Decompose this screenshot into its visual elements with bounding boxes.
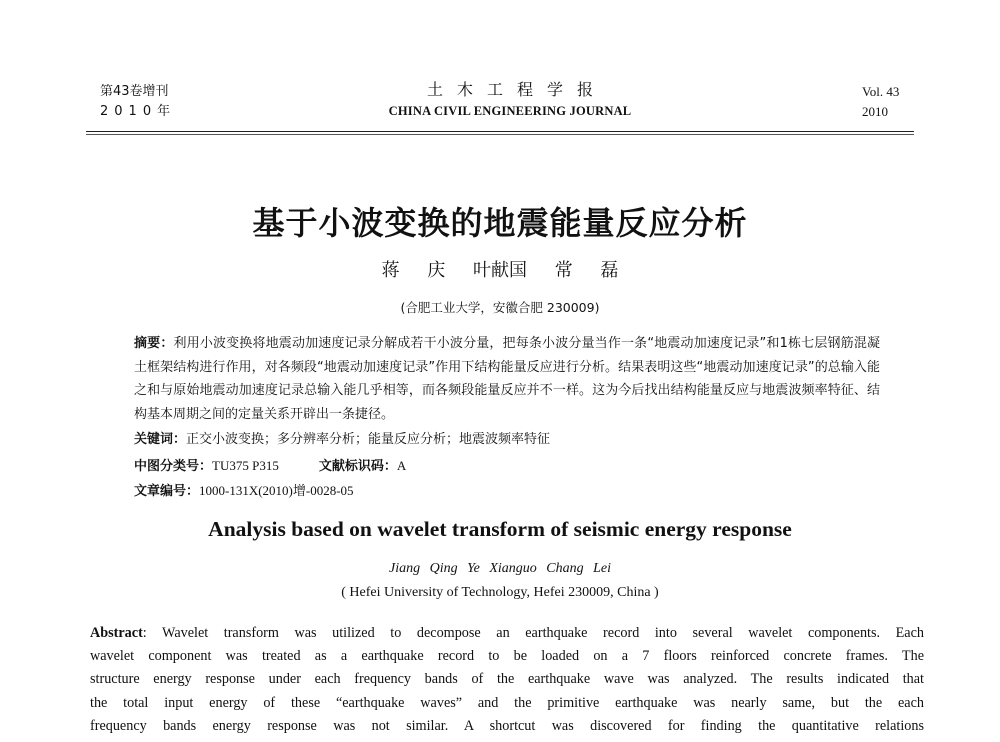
paper-title-en: Analysis based on wavelet transform of seismic energy response	[208, 517, 792, 541]
article-number-cn	[134, 481, 354, 502]
keywords-cn-text: 正交小波变换；多分辨率分析；能量反应分析；地震波频率特征	[186, 432, 551, 447]
abstract-cn	[134, 332, 880, 426]
keywords-cn	[134, 430, 550, 450]
header-journal	[360, 80, 660, 122]
header-volume-cn: 第43卷增刊	[100, 84, 169, 99]
authors-cn: 蒋 庆 叶献国 常 磊	[381, 260, 619, 281]
doc-code-label: 文献标识码：	[318, 459, 397, 474]
journal-name-en: CHINA CIVIL ENGINEERING JOURNAL	[388, 104, 632, 118]
abstract-en-line: wavelet component was treated as a earthquake record to be loaded on a 7 floors reinforced concrete frames. The	[90, 648, 924, 665]
article-no-value: 1000-131X(2010)增-0028-05	[199, 483, 354, 498]
abstract-cn-label: 摘要：	[134, 336, 174, 351]
abstract-en-line	[90, 622, 924, 645]
abstract-en-line: structure energy response under each frequency bands of the earthquake wave was analyzed. The results indicated that	[90, 671, 924, 688]
clc-label: 中图分类号：	[134, 459, 213, 474]
affiliation-en: ( Hefei University of Technology, Hefei 230009, China )	[341, 585, 659, 600]
authors-en: Jiang Qing Ye Xianguo Chang Lei	[389, 561, 611, 576]
abstract-en-label: Abstract	[90, 625, 143, 641]
header-rule-top	[86, 131, 914, 132]
affiliation-cn: (合肥工业大学，安徽合肥 230009)	[400, 300, 600, 315]
header-volume-en: Vol. 43	[862, 84, 900, 99]
header-year-cn: 2010年	[100, 104, 177, 119]
abstract-cn-text: 利用小波变换将地震动加速度记录分解成若干小波分量，把每条小波分量当作一条“地震动加速度记录”和1栋七层钢筋混凝土框架结构进行作用，对各频段“地震动加速度记录”作用下结构能量反应进行分析。结果表明这些“地震动加速度记录”的总输入能之和与原始地震动加速度记录总输入能几乎相等，而各频段能量反应并不一样。这为今后找出结构能量反应与地震波频率特征、结构基本周期之间的定量关系开辟出一条捷径。	[134, 336, 880, 422]
header-right	[862, 82, 899, 122]
abstract-en-line-text: : Wavelet transform was utilized to decompose an earthquake record into several wavelet components. Each	[142, 625, 924, 641]
article-no-label: 文章编号：	[134, 484, 200, 499]
journal-name-cn: 土木工程学报	[426, 80, 607, 99]
header-year-en: 2010	[862, 104, 888, 119]
classification-cn	[134, 456, 406, 477]
abstract-en-line: the total input energy of these “earthquake waves” and the primitive earthquake was nearly same, but the each	[90, 694, 924, 711]
keywords-cn-label: 关键词：	[134, 432, 187, 447]
doc-code-value: A	[396, 458, 407, 473]
abstract-en-line: frequency bands energy response was not similar. A shortcut was discovered for finding the quantitative relations	[90, 717, 924, 734]
clc-value: TU375 P315	[212, 458, 279, 473]
abstract-en	[90, 622, 924, 738]
header-left	[100, 82, 176, 122]
header-rule-bottom	[86, 134, 914, 135]
paper-title-cn: 基于小波变换的地震能量反应分析	[252, 204, 748, 242]
